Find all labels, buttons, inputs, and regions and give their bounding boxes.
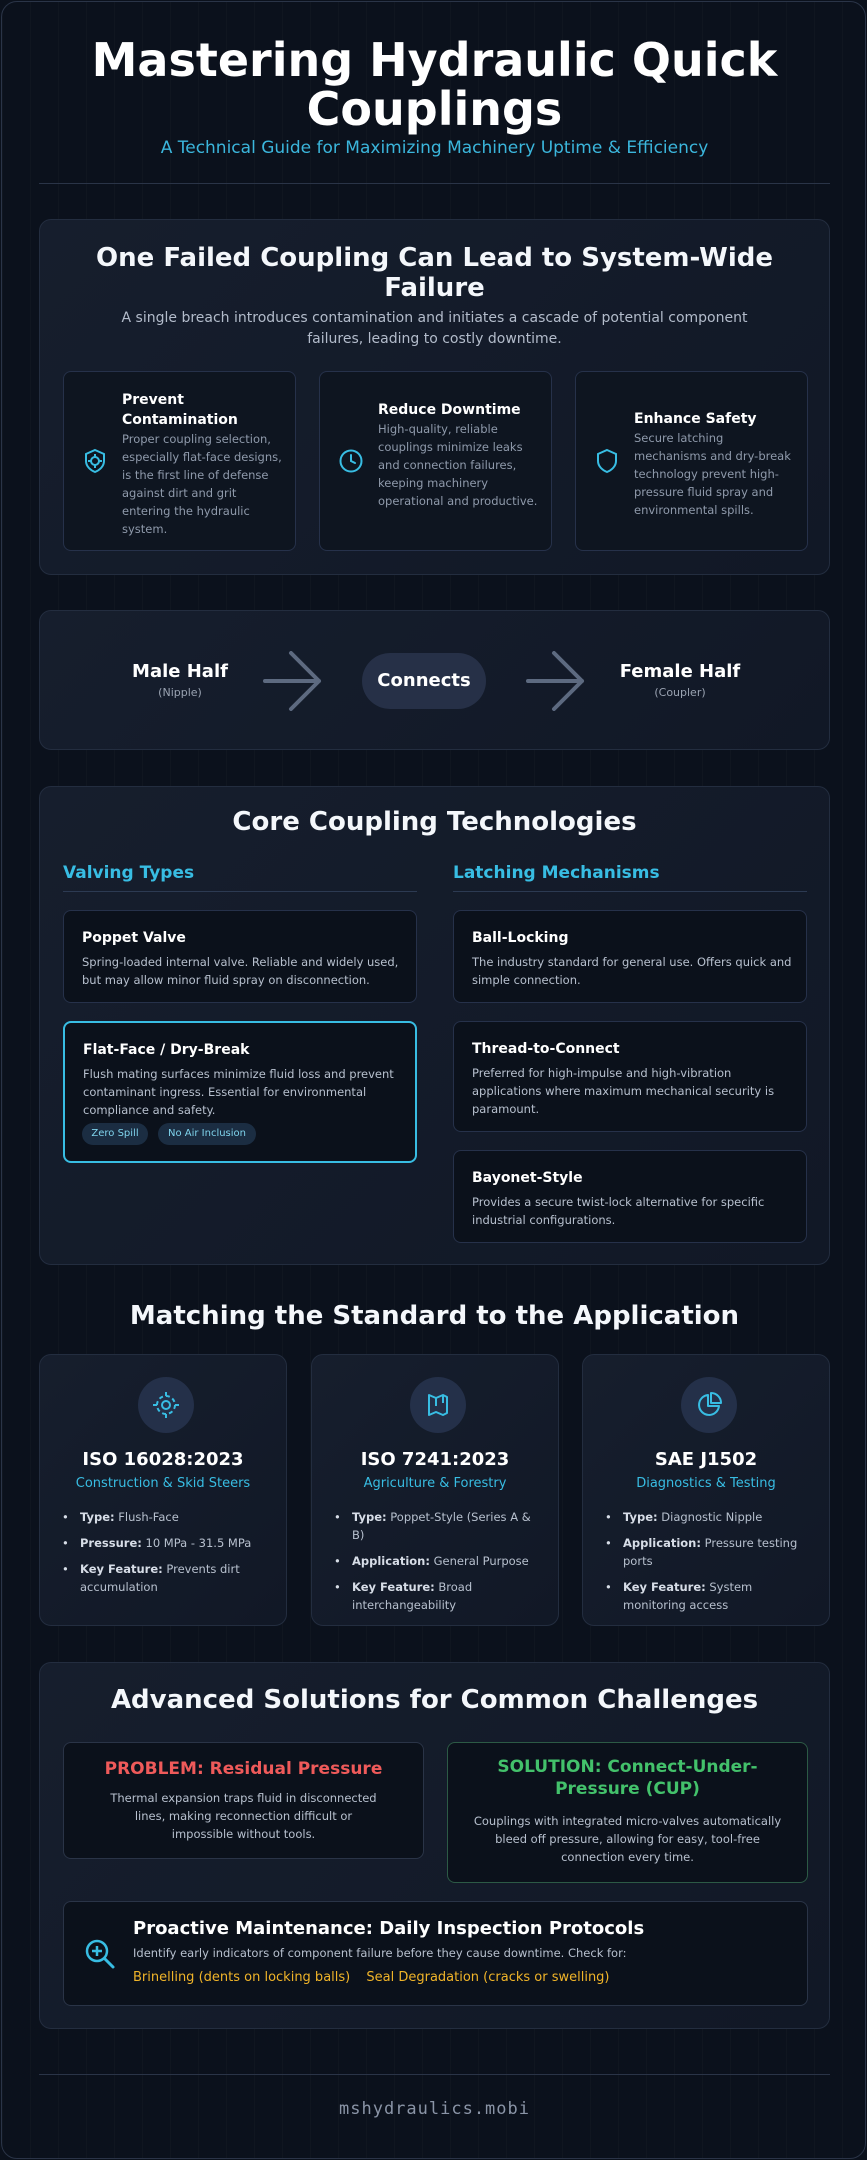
- tag-badge: No Air Inclusion: [158, 1123, 256, 1145]
- spec-value: Diagnostic Nipple: [661, 1510, 763, 1524]
- standard-specs: [62, 1508, 274, 1604]
- solution-title: SOLUTION: Connect-Under-Pressure (CUP): [497, 1757, 758, 1799]
- spec-label: Application:: [352, 1554, 430, 1568]
- arrow-right-icon: [263, 651, 323, 711]
- spec-value: General Purpose: [433, 1554, 529, 1568]
- feature-desc: Secure latching mechanisms and dry-break technology prevent high-pressure fluid spray and environmental spills.: [634, 431, 791, 517]
- male-half-label: Male Half: [132, 661, 228, 682]
- connects-badge: Connects: [362, 653, 486, 709]
- standard-name: SAE J1502: [654, 1449, 758, 1470]
- spec-value: 10 MPa - 31.5 MPa: [145, 1536, 252, 1550]
- tech-card-poppet-valve: [63, 910, 417, 1003]
- standard-card-sae-j1502: [582, 1354, 830, 1626]
- standard-sector: Diagnostics & Testing: [636, 1476, 776, 1491]
- male-half-sub: (Nipple): [158, 686, 202, 699]
- page-title: [2, 33, 866, 136]
- spec-value: Poppet-Style (Series A & B): [352, 1510, 531, 1542]
- maintenance-card: [63, 1901, 808, 2006]
- problem-card: [63, 1742, 424, 1859]
- female-half-sub: (Coupler): [654, 686, 706, 699]
- feature-title: Reduce Downtime: [378, 402, 521, 418]
- solution-card: [447, 1742, 808, 1883]
- icon-circle: [681, 1377, 737, 1433]
- shield-virus-icon: [82, 448, 108, 474]
- standard-name: ISO 7241:2023: [360, 1449, 510, 1470]
- standards-title: Matching the Standard to the Application: [129, 1301, 740, 1331]
- spec-item: [605, 1508, 817, 1526]
- tech-desc: Preferred for high-impulse and high-vibration applications where maximum mechanical security is paramount.: [472, 1066, 775, 1116]
- tech-desc: Spring-loaded internal valve. Reliable and widely used, but may allow minor fluid spray on disconnection.: [82, 955, 399, 987]
- footer-site: mshydraulics.mobi: [339, 2099, 530, 2119]
- header-divider: [39, 183, 830, 184]
- tech-title: Ball-Locking: [472, 930, 569, 946]
- spec-value: System monitoring access: [623, 1580, 753, 1612]
- male-half: [110, 661, 250, 699]
- failure-desc-line-1: A single breach introduces contamination and initiates a cascade of potential component: [121, 310, 748, 326]
- standard-card-iso-16028: [39, 1354, 287, 1626]
- page-title-line-2: Couplings: [306, 82, 563, 136]
- arrow-right-icon: [526, 651, 586, 711]
- feature-card-reduce-downtime: [319, 371, 552, 551]
- clock-icon: [338, 448, 364, 474]
- page-subtitle: A Technical Guide for Maximizing Machinery Uptime & Efficiency: [160, 138, 709, 158]
- spec-value: Prevents dirt accumulation: [80, 1562, 240, 1594]
- tech-desc: Provides a secure twist-lock alternative for specific industrial configurations.: [472, 1195, 765, 1227]
- inspection-item: Seal Degradation (cracks or swelling): [366, 1970, 610, 1985]
- spec-label: Type:: [80, 1510, 115, 1524]
- core-tech-title: Core Coupling Technologies: [232, 807, 637, 837]
- tech-title: Flat-Face / Dry-Break: [83, 1042, 250, 1058]
- failure-title-line-2: Failure: [384, 273, 485, 303]
- failure-section: [39, 219, 830, 575]
- tractor-map-icon: [424, 1391, 452, 1419]
- spec-item: [334, 1508, 546, 1544]
- core-technologies-section: [39, 786, 830, 1265]
- maintenance-title: Proactive Maintenance: Daily Inspection Protocols: [133, 1918, 645, 1939]
- standard-sector: Agriculture & Forestry: [363, 1476, 507, 1491]
- feature-card-prevent-contamination: [63, 371, 296, 551]
- spec-item: [334, 1578, 546, 1614]
- tech-desc: The industry standard for general use. Offers quick and simple connection.: [472, 955, 792, 987]
- tag-badge: Zero Spill: [82, 1123, 148, 1145]
- spec-label: Application:: [623, 1536, 701, 1550]
- feature-title: Prevent Contamination: [122, 392, 238, 428]
- female-half: [610, 661, 750, 699]
- pie-chart-icon: [695, 1391, 723, 1419]
- maintenance-desc: Identify early indicators of component failure before they cause downtime. Check for:: [133, 1946, 627, 1960]
- failure-section-desc: [40, 308, 829, 350]
- solution-desc: Couplings with integrated micro-valves automatically bleed off pressure, allowing for easy, tool-free connection every time.: [473, 1814, 782, 1864]
- inspection-items: [133, 1970, 610, 1985]
- tech-card-flat-face: [63, 1021, 417, 1163]
- footer-divider: [39, 2074, 830, 2075]
- feature-title: Enhance Safety: [634, 411, 757, 427]
- tech-card-bayonet: [453, 1150, 807, 1243]
- icon-circle: [138, 1377, 194, 1433]
- standard-card-iso-7241: [311, 1354, 559, 1626]
- failure-title-line-1: One Failed Coupling Can Lead to System-Wide: [96, 243, 773, 273]
- spec-label: Key Feature:: [80, 1562, 163, 1576]
- shield-icon: [594, 448, 620, 474]
- page-title-line-1: Mastering Hydraulic Quick: [91, 33, 778, 87]
- spec-label: Pressure:: [80, 1536, 142, 1550]
- valving-types-heading: Valving Types: [63, 863, 195, 883]
- spec-value: Broad interchangeability: [352, 1580, 473, 1612]
- failure-desc-line-2: failures, leading to costly downtime.: [307, 331, 562, 347]
- failure-section-title: [40, 243, 829, 303]
- spec-item: [62, 1534, 274, 1552]
- spec-item: [334, 1552, 546, 1570]
- standard-specs: [605, 1508, 817, 1622]
- solutions-section: [39, 1662, 830, 2029]
- spec-item: [605, 1578, 817, 1614]
- standard-specs: [334, 1508, 546, 1622]
- tech-title: Thread-to-Connect: [472, 1041, 620, 1057]
- feature-desc: Proper coupling selection, especially flat-face designs, is the first line of defense against dirt and grit entering the hydraulic system.: [122, 432, 282, 536]
- spec-value: Pressure testing ports: [623, 1536, 798, 1568]
- latching-divider: [453, 891, 807, 892]
- feature-card-enhance-safety: [575, 371, 808, 551]
- spec-label: Type:: [623, 1510, 658, 1524]
- feature-desc: High-quality, reliable couplings minimize leaks and connection failures, keeping machinery operational and productive.: [378, 422, 538, 508]
- standard-sector: Construction & Skid Steers: [75, 1476, 251, 1491]
- problem-desc: Thermal expansion traps fluid in disconnected lines, making reconnection difficult or impossible without tools.: [110, 1791, 377, 1841]
- spec-item: [62, 1560, 274, 1596]
- female-half-label: Female Half: [619, 661, 741, 682]
- tech-card-thread-to-connect: [453, 1021, 807, 1132]
- tech-title: Poppet Valve: [82, 930, 186, 946]
- tech-desc: Flush mating surfaces minimize fluid loss and prevent contaminant ingress. Essential for environmental compliance and safety.: [83, 1067, 394, 1117]
- tech-title: Bayonet-Style: [472, 1170, 583, 1186]
- inspection-item: Brinelling (dents on locking balls): [133, 1970, 351, 1985]
- tech-card-ball-locking: [453, 910, 807, 1003]
- magnify-plus-icon: [84, 1938, 116, 1970]
- spec-label: Type:: [352, 1510, 387, 1524]
- spec-item: [62, 1508, 274, 1526]
- latching-heading: Latching Mechanisms: [453, 863, 660, 883]
- solutions-title: Advanced Solutions for Common Challenges: [110, 1685, 759, 1715]
- spec-label: Key Feature:: [623, 1580, 706, 1594]
- spec-item: [605, 1534, 817, 1570]
- spec-value: Flush-Face: [118, 1510, 179, 1524]
- icon-circle: [410, 1377, 466, 1433]
- cog-icon: [152, 1391, 180, 1419]
- standard-name: ISO 16028:2023: [82, 1449, 244, 1470]
- spec-label: Key Feature:: [352, 1580, 435, 1594]
- problem-title: PROBLEM: Residual Pressure: [104, 1759, 383, 1779]
- valving-divider: [63, 891, 417, 892]
- connection-flow: [39, 610, 830, 750]
- infographic-page: [1, 1, 866, 2159]
